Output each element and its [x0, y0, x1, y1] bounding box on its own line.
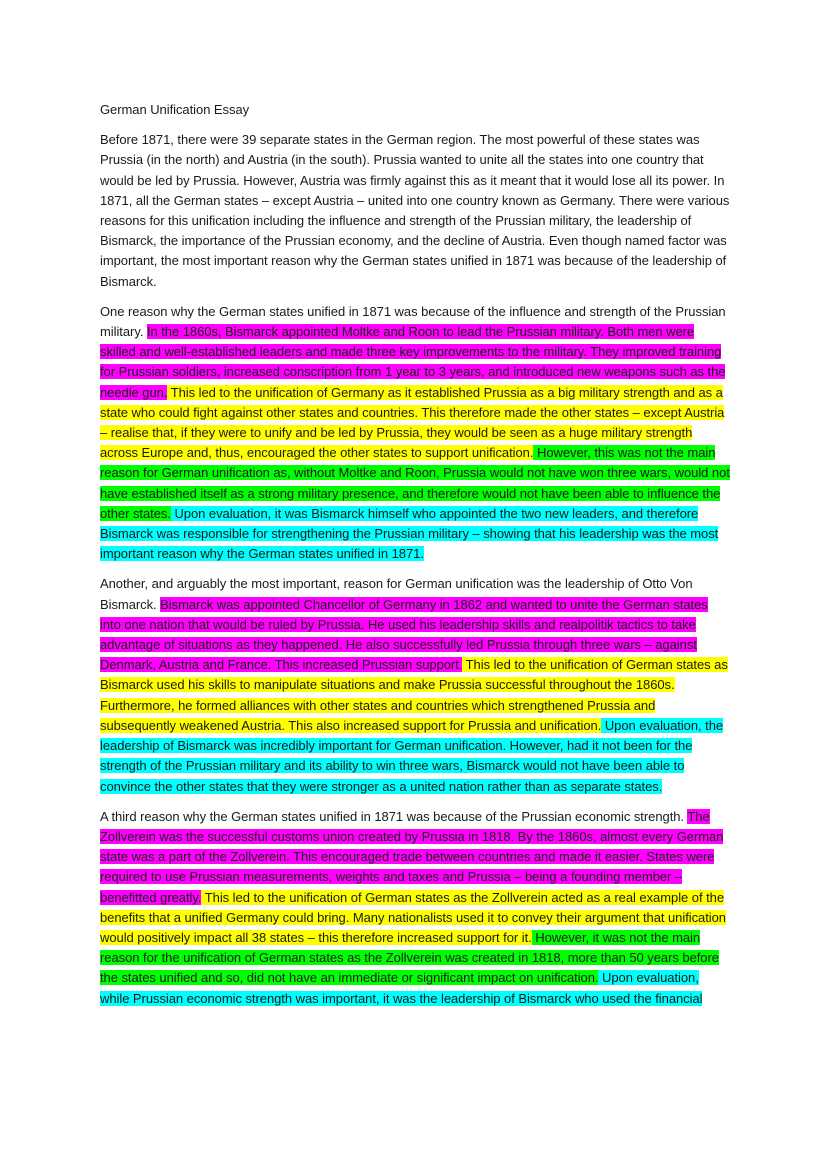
- paragraph-military: [100, 302, 730, 565]
- highlight-explain: This led to the unification of German states as the Zollverein acted as a real example of the benefits that a unified Germany could bring. Many nationalists used it to convey their argument that unification would positively impact all 38 states – this therefore increased support for it.: [100, 889, 726, 945]
- highlight-evaluation: Upon evaluation, the leadership of Bismarck was incredibly important for German unification. However, had it not been for the strength of the Prussian military and its ability to win three wars, Bismarck would not have been able to convince the other states that they were stronger as a united nation rather than as separate states.: [100, 717, 724, 794]
- essay-title: German Unification Essay: [100, 102, 250, 117]
- paragraph-economy: [100, 807, 730, 1009]
- highlight-explain: This led to the unification of German states as Bismarck used his skills to manipulate situations and make Prussia successful throughout the 1860s. Furthermore, he formed alliances with other states and countries which strengthened Prussia and subsequently weakened Austria. This also increased support for Prussia and unification.: [100, 657, 728, 733]
- paragraph-introduction: [100, 130, 730, 292]
- highlight-evaluation: Upon evaluation, it was Bismarck himself who appointed the two new leaders, and therefore Bismarck was responsible for strengthening the Prussian military – showing that his leadership was the most important reason why the German states unified in 1871.: [100, 505, 719, 562]
- highlight-explain: This led to the unification of Germany as it established Prussia as a big military strength and as a state who could fight against other states and countries. This therefore made the other states – except Austria – realise that, if they were to unify and be led by Prussia, they would be seen as a huge military strength across Europe and, thus, encouraged the other states to support unification.: [100, 384, 725, 461]
- highlight-point: Bismarck was appointed Chancellor of Germany in 1862 and wanted to unite the German states into one nation that would be ruled by Prussia. He used his leadership skills and realpolitik tactics to take advantage of situations as they happened. He also successfully led Prussia through three wars – against Denmark, Austria and France. This increased Prussian support.: [100, 596, 708, 673]
- highlight-counter: However, this was not the main reason for German unification as, without Moltke and Roon, Prussia would not have won three wars, would not have established itself as a strong military presence, and therefore would not have been able to influence the other states.: [100, 445, 730, 521]
- highlight-evaluation: Upon evaluation, while Prussian economic strength was important, it was the leadership of Bismarck who used the financial: [100, 970, 703, 1006]
- highlight-counter: However, it was not the main reason for the unification of German states as the Zollverein was created in 1818, more than 50 years before the states unified and so, did not have an immediate or significant impact on unification.: [100, 929, 719, 986]
- highlight-point: The Zollverein was the successful customs union created by Prussia in 1818. By the 1860s, almost every German state was a part of the Zollverein. This encouraged trade between countries and made it easier. States were required to use Prussian measurements, weights and taxes and Prussia – being a founding member – benefitted greatly.: [100, 808, 724, 905]
- highlight-point: In the 1860s, Bismarck appointed Moltke and Roon to lead the Prussian military. Both men were skilled and well-established leaders and made three key improvements to the military. They improved training for Prussian soldiers, increased conscription from 1 year to 3 years, and introduced new weapons such as the needle gun.: [100, 324, 726, 400]
- intro-text: Before 1871, there were 39 separate states in the German region. The most powerful of these states was Prussia (in the north) and Austria (in the south). Prussia wanted to unite all the states into one country that would be led by Prussia. However, Austria was firmly against this as it meant that it would lose all its power. In 1871, all the German states – except Austria – united into one country known as Germany. There were various reasons for this unification including the influence and strength of the Prussian military, the leadership of Bismarck, the importance of the Prussian economy, and the decline of Austria. Even though named factor was important, the most important reason why the German states unified in 1871 was because of the leadership of Bismarck.: [100, 132, 730, 289]
- paragraph-bismarck: [100, 574, 730, 796]
- topic-sentence: A third reason why the German states unified in 1871 was because of the Prussian economic strength.: [100, 808, 688, 824]
- essay-page: [100, 100, 730, 1019]
- topic-sentence: One reason why the German states unified in 1871 was because of the influence and strength of the Prussian military.: [100, 303, 726, 340]
- topic-sentence: Another, and arguably the most important, reason for German unification was the leadership of Otto Von Bismarck.: [100, 576, 693, 612]
